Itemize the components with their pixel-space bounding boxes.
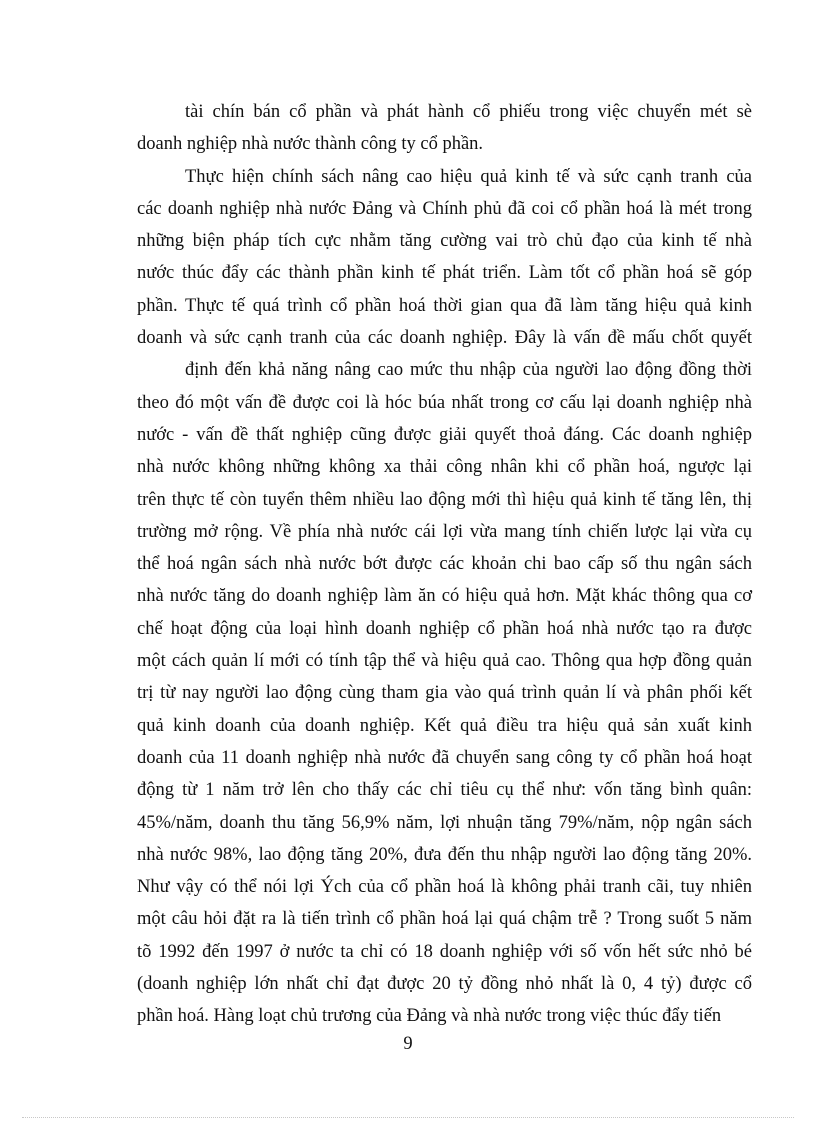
- text-line: quả kinh doanh của doanh nghiệp. Kết quả điều tra hiệu quả sản xuất kinh: [137, 715, 752, 736]
- text-line: một cách quản lí mới có tính tập thể và hiệu quả cao. Thông qua hợp đồng quản: [137, 651, 752, 672]
- text-line: 45%/năm, doanh thu tăng 56,9% năm, lợi nhuận tăng 79%/năm, nộp ngân sách: [137, 812, 752, 833]
- text-line: phần hoá. Hàng loạt chủ trương của Đảng và nhà nước trong việc thúc đẩy tiến: [137, 1006, 722, 1027]
- page-bottom-divider: [22, 1117, 794, 1118]
- text-line: nước thúc đẩy các thành phần kinh tế phát triển. Làm tốt cổ phần hoá sẽ góp: [137, 263, 752, 284]
- text-line: tài chín bán cổ phần và phát hành cổ phiếu trong việc chuyển mét sè: [185, 102, 752, 122]
- text-line: doanh và sức cạnh tranh của các doanh nghiệp. Đây là vấn đề mấu chốt quyết: [137, 328, 752, 349]
- text-line: doanh nghiệp nhà nước thành công ty cổ phần.: [137, 134, 484, 155]
- text-line: định đến khả năng nâng cao mức thu nhập của người lao động đồng thời: [185, 360, 752, 381]
- text-line: những biện pháp tích cực nhằm tăng cường vai trò chủ đạo của kinh tế nhà: [137, 231, 752, 252]
- text-line: tõ 1992 đến 1997 ở nước ta chỉ có 18 doanh nghiệp với số vốn hết sức nhỏ bé: [137, 941, 752, 962]
- text-line: chế hoạt động của loại hình doanh nghiệp cổ phần hoá nhà nước tạo ra được: [137, 618, 752, 639]
- text-line: nhà nước không những không xa thải công nhân khi cổ phần hoá, ngược lại: [137, 457, 752, 478]
- text-line: Thực hiện chính sách nâng cao hiệu quả kinh tế và sức cạnh tranh của: [185, 166, 752, 187]
- text-line: trị từ nay người lao động cùng tham gia vào quá trình quản lí và phân phối kết: [137, 683, 752, 704]
- text-line: thể hoá ngân sách nhà nước bớt được các khoản chi bao cấp số thu ngân sách: [137, 554, 752, 575]
- page-number: 9: [403, 1034, 413, 1054]
- text-line: trường mở rộng. Về phía nhà nước cái lợi vừa mang tính chiến lược lại vừa cụ: [137, 521, 752, 542]
- text-line: trên thực tế còn tuyển thêm nhiều lao động mới thì hiệu quả kinh tế tăng lên, thị: [137, 489, 752, 510]
- text-line: các doanh nghiệp nhà nước Đảng và Chính phủ đã coi cổ phần hoá là mét trong: [137, 198, 752, 219]
- text-line: nhà nước tăng do doanh nghiệp làm ăn có hiệu quả hơn. Mặt khác thông qua cơ: [137, 586, 752, 607]
- text-line: động từ 1 năm trở lên cho thấy các chỉ tiêu cụ thể như: vốn tăng bình quân:: [137, 780, 752, 801]
- text-line: nhà nước 98%, lao động tăng 20%, đưa đến thu nhập người lao động tăng 20%.: [137, 844, 752, 865]
- text-line: phần. Thực tế quá trình cổ phần hoá thời gian qua đã làm tăng hiệu quả kinh: [137, 295, 752, 316]
- text-line: theo đó một vấn đề được coi là hóc búa nhất trong cơ cấu lại doanh nghiệp nhà: [137, 392, 752, 413]
- text-line: một câu hỏi đặt ra là tiến trình cổ phần hoá lại quá chậm trễ ? Trong suốt 5 năm: [137, 909, 752, 930]
- text-line: doanh của 11 doanh nghiệp nhà nước đã chuyển sang công ty cổ phần hoá hoạt: [137, 747, 752, 768]
- body-text: [137, 96, 752, 1033]
- text-line: nước - vấn đề thất nghiệp cũng được giải quyết thoả đáng. Các doanh nghiệp: [137, 424, 752, 445]
- text-line: Như vậy có thể nói lợi Ých của cổ phần hoá là không phải tranh cãi, tuy nhiên: [137, 877, 752, 898]
- text-line: (doanh nghiệp lớn nhất chỉ đạt được 20 tỷ đồng nhỏ nhất là 0, 4 tỷ) được cổ: [137, 974, 752, 995]
